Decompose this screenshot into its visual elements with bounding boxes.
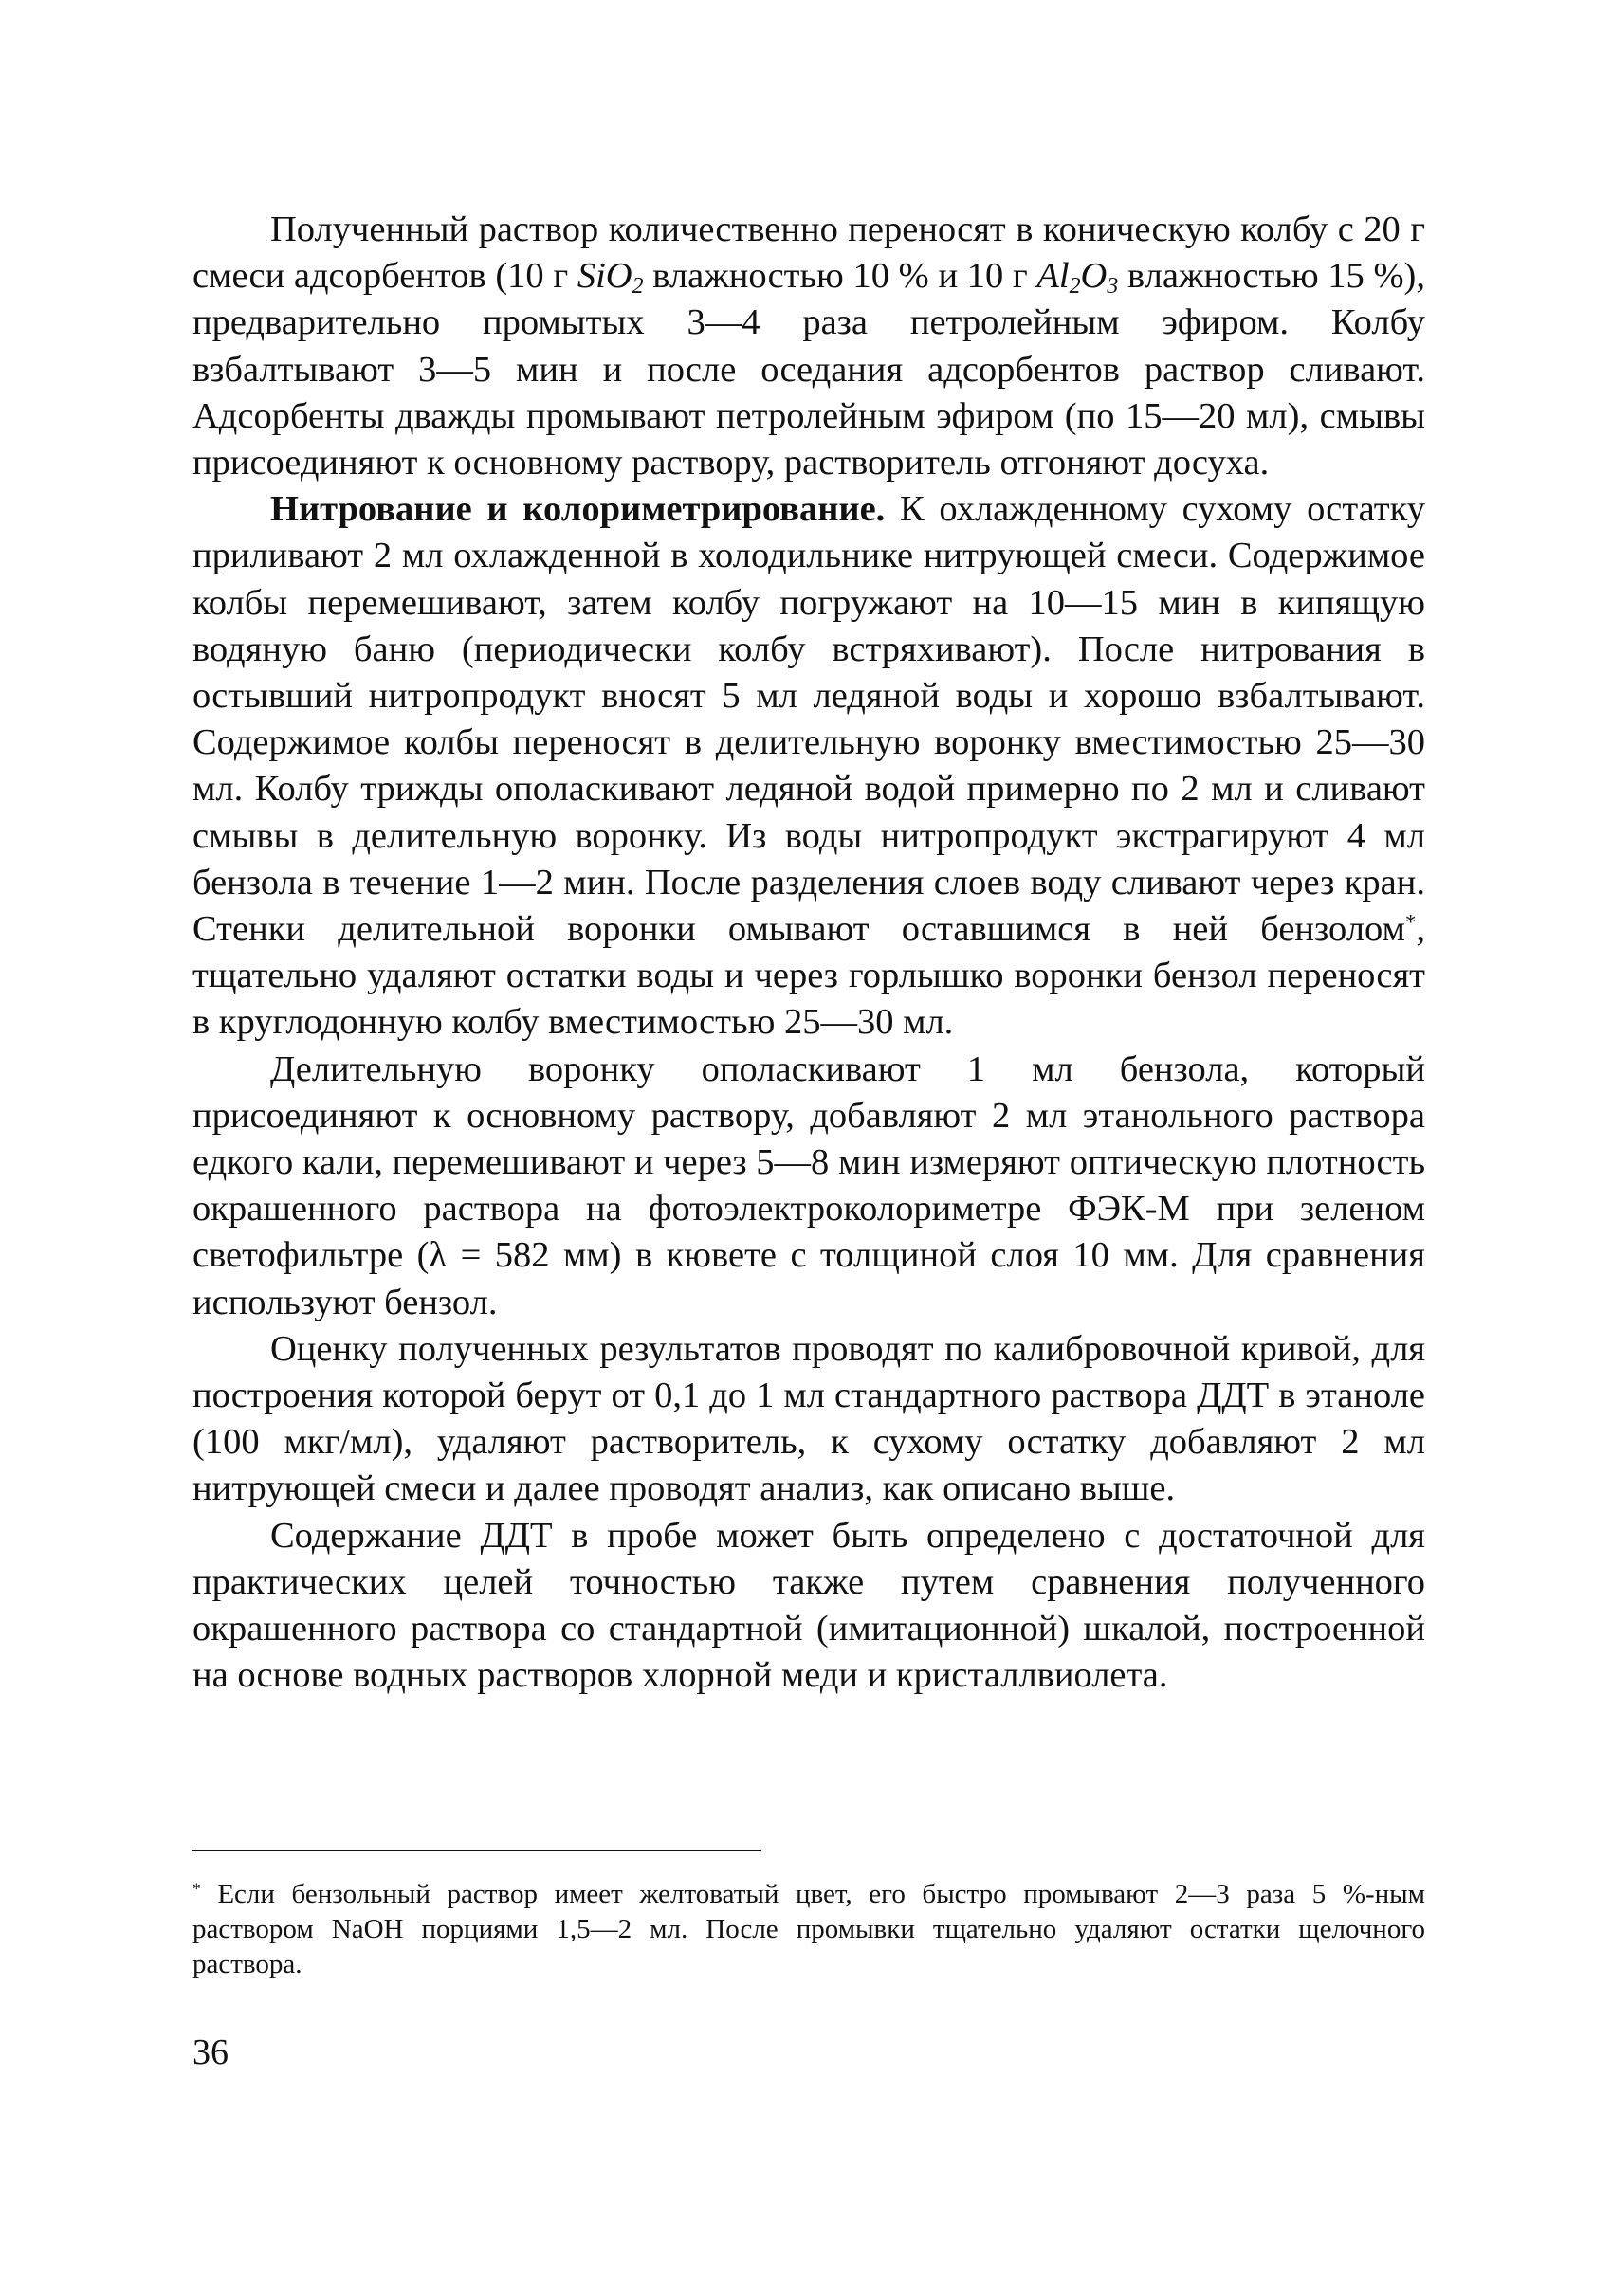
page-number: 36 <box>192 2032 229 2072</box>
section-heading: Нитрование и колориметрирование. <box>270 489 886 530</box>
footnote-divider <box>192 1850 761 1851</box>
footnote: * Если бензольный раствор имеет желтоватый цвет, его быстро промывают 2—3 раза 5 %-ным раствором NaOH порциями 1,5—2 мл. После промывки тщательно удаляют остатки щелочного раствора. <box>192 1879 1425 1979</box>
paragraph-scale-comparison: Содержание ДДТ в пробе может быть определено с достаточной для практических целей точностью также путем сравнения полученного окрашенного раствора со стандартной (имитационной) шкалой, построенной на основе водных растворов хлорной меди и кристаллвиолета. <box>192 1515 1425 1696</box>
body-text <box>192 207 1425 1700</box>
footnote-mark: * <box>192 1879 201 1899</box>
paragraph-measurement: Делительную воронку ополаскивают 1 мл бензола, который присоединяют к основному раствору, добавляют 2 мл этанольного раствора едкого кали, перемешивают и через 5—8 мин измеряют оптическую плотность окрашенного раствора на фотоэлектроколориметре ФЭК-М при зеленом светофильтре (λ = 582 мм) в кювете с толщиной слоя 10 мм. Для сравнения используют бензол. <box>192 1048 1425 1322</box>
paragraph-nitration: Нитрование и колориметрирование. К охлажденному сухому остатку приливают 2 мл охлажденной в холодильнике нитрующей смеси. Содержимое колбы перемешивают, затем колбу погружают на 10—15 мин в кипящую водяную баню (периодически колбу встряхивают). После нитрования в остывший нитропродукт вносят 5 мл ледяной воды и хорошо взбалтывают. Содержимое колбы переносят в делительную воронку вместимостью 25—30 мл. Колбу трижды ополаскивают ледяной водой примерно по 2 мл и сливают смывы в делительную воронку. Из воды нитропродукт экстрагируют 4 мл бензола в течение 1—2 мин. После разделения слоев воду сливают через кран. Стенки делительной воронки омывают оставшимся в ней бензолом*, тщательно удаляют остатки воды и через горлышко воронки бензол переносят в круглодонную колбу вместимостью 25—30 мл. <box>192 489 1425 1043</box>
footnote-marker: * <box>1404 909 1417 935</box>
paragraph-calibration: Оценку полученных результатов проводят по калибровочной кривой, для построения которой берут от 0,1 до 1 мл стандартного раствора ДДТ в этаноле (100 мкг/мл), удаляют растворитель, к сухому остатку добавляют 2 мл нитрующей смеси и далее проводят анализ, как описано выше. <box>192 1328 1425 1509</box>
formula-sio2: SiO$_2$ <box>577 256 644 300</box>
paragraph-adsorbent-cleanup: Полученный раствор количественно переносят в коническую колбу с 20 г смеси адсорбентов (10 г SiO$_2$ влажностью 10 % и 10 г $Al_2O_3$ влажностью 15 %), предварительно промытых 3—4 раза петролейным эфиром. Колбу взбалтывают 3—5 мин и после оседания адсорбентов раствор сливают. Адсорбенты дважды промывают петролейным эфиром (по 15—20 мл), смывы присоединяют к основному раствору, растворитель отгоняют досуха. <box>192 210 1425 483</box>
formula-al2o3: $Al_2O_3$ <box>1036 256 1119 300</box>
